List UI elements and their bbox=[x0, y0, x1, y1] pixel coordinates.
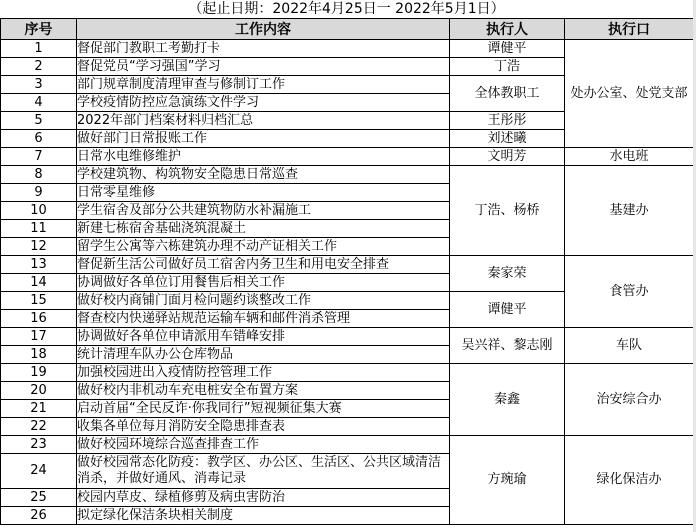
cell-executor[interactable]: 王彤彤 bbox=[450, 112, 565, 130]
cell-dept[interactable]: 车队 bbox=[565, 328, 694, 364]
date-range: （起止日期：2022年4月25日一 2022年5月1日） bbox=[0, 0, 693, 18]
cell-dept[interactable]: 食管办 bbox=[565, 256, 694, 328]
cell-content[interactable]: 做好部门日常报账工作 bbox=[77, 130, 450, 148]
cell-dept[interactable]: 绿化保洁办 bbox=[565, 436, 694, 525]
cell-seq[interactable]: 22 bbox=[1, 418, 77, 436]
cell-seq[interactable]: 5 bbox=[1, 112, 77, 130]
cell-dept[interactable]: 处办公室、处党支部 bbox=[565, 40, 694, 148]
cell-content[interactable]: 协调做好各单位申请派用车错峰安排 bbox=[77, 328, 450, 346]
cell-content[interactable]: 留学生公寓等六栋建筑办理不动产证相关工作 bbox=[77, 238, 450, 256]
cell-content[interactable]: 拟定绿化保洁条块相关制度 bbox=[77, 507, 450, 525]
cell-seq[interactable]: 17 bbox=[1, 328, 77, 346]
cell-seq[interactable]: 21 bbox=[1, 400, 77, 418]
col-header-dept[interactable]: 执行口 bbox=[565, 19, 694, 40]
cell-content[interactable]: 启动首届“全民反诈·你我同行”短视频征集大赛 bbox=[77, 400, 450, 418]
cell-content[interactable]: 收集各单位每月消防安全隐患排查表 bbox=[77, 418, 450, 436]
cell-seq[interactable]: 1 bbox=[1, 40, 77, 58]
table-row bbox=[1, 166, 694, 184]
cell-seq[interactable]: 23 bbox=[1, 436, 77, 454]
cell-seq[interactable]: 11 bbox=[1, 220, 77, 238]
cell-content[interactable]: 督促新生活公司做好员工宿舍内务卫生和用电安全排查 bbox=[77, 256, 450, 274]
table-row bbox=[1, 256, 694, 274]
table-row bbox=[1, 364, 694, 382]
cell-seq[interactable]: 8 bbox=[1, 166, 77, 184]
cell-seq[interactable]: 7 bbox=[1, 148, 77, 166]
cell-content[interactable]: 加强校园进出入疫情防控管理工作 bbox=[77, 364, 450, 382]
cell-content[interactable]: 日常水电维修维护 bbox=[77, 148, 450, 166]
cell-content[interactable]: 校园内草皮、绿植修剪及病虫害防治 bbox=[77, 489, 450, 507]
table-row bbox=[1, 328, 694, 346]
cell-executor[interactable]: 谭健平 bbox=[450, 292, 565, 328]
table-row bbox=[1, 148, 694, 166]
cell-seq[interactable]: 2 bbox=[1, 58, 77, 76]
cell-content[interactable]: 做好校园常态化防疫：教学区、办公区、生活区、公共区域清洁消杀，并做好通风、消毒记录 bbox=[77, 454, 450, 489]
cell-executor[interactable]: 丁浩 bbox=[450, 58, 565, 76]
cell-content[interactable]: 部门规章制度清理审查与修制订工作 bbox=[77, 76, 450, 94]
cell-executor[interactable]: 丁浩、杨桥 bbox=[450, 166, 565, 256]
cell-content[interactable]: 做好校内商铺门面月检问题约谈整改工作 bbox=[77, 292, 450, 310]
cell-content[interactable]: 做好校园环境综合巡查排查工作 bbox=[77, 436, 450, 454]
cell-content[interactable]: 督促部门教职工考勤打卡 bbox=[77, 40, 450, 58]
cell-content[interactable]: 协调做好各单位订用餐售后相关工作 bbox=[77, 274, 450, 292]
cell-content[interactable]: 督促党员“学习强国”学习 bbox=[77, 58, 450, 76]
cell-seq[interactable]: 4 bbox=[1, 94, 77, 112]
cell-dept[interactable]: 基建办 bbox=[565, 166, 694, 256]
cell-seq[interactable]: 15 bbox=[1, 292, 77, 310]
cell-content[interactable]: 督查校内快递驿站规范运输车辆和邮件消杀管理 bbox=[77, 310, 450, 328]
cell-seq[interactable]: 12 bbox=[1, 238, 77, 256]
cell-executor[interactable]: 秦家荣 bbox=[450, 256, 565, 292]
col-header-executor[interactable]: 执行人 bbox=[450, 19, 565, 40]
cell-seq[interactable]: 6 bbox=[1, 130, 77, 148]
cell-seq[interactable]: 25 bbox=[1, 489, 77, 507]
cell-seq[interactable]: 3 bbox=[1, 76, 77, 94]
cell-seq[interactable]: 14 bbox=[1, 274, 77, 292]
cell-seq[interactable]: 19 bbox=[1, 364, 77, 382]
cell-seq[interactable]: 26 bbox=[1, 507, 77, 525]
cell-content[interactable]: 新建七栋宿舍基础浇筑混凝土 bbox=[77, 220, 450, 238]
cell-content[interactable]: 2022年部门档案材料归档汇总 bbox=[77, 112, 450, 130]
cell-seq[interactable]: 13 bbox=[1, 256, 77, 274]
cell-dept[interactable]: 水电班 bbox=[565, 148, 694, 166]
cell-executor[interactable]: 方琬瑜 bbox=[450, 436, 565, 525]
col-header-seq[interactable]: 序号 bbox=[1, 19, 77, 40]
cell-seq[interactable]: 10 bbox=[1, 202, 77, 220]
cell-dept[interactable]: 治安综合办 bbox=[565, 364, 694, 436]
cell-seq[interactable]: 9 bbox=[1, 184, 77, 202]
cell-seq[interactable]: 16 bbox=[1, 310, 77, 328]
work-table bbox=[0, 18, 694, 525]
cell-executor[interactable]: 文明芳 bbox=[450, 148, 565, 166]
cell-seq[interactable]: 24 bbox=[1, 454, 77, 489]
cell-executor[interactable]: 吴兴祥、黎志刚 bbox=[450, 328, 565, 364]
cell-executor[interactable]: 刘述曦 bbox=[450, 130, 565, 148]
cell-seq[interactable]: 18 bbox=[1, 346, 77, 364]
cell-executor[interactable]: 全体教职工 bbox=[450, 76, 565, 112]
cell-seq[interactable]: 20 bbox=[1, 382, 77, 400]
cell-executor[interactable]: 秦鑫 bbox=[450, 364, 565, 436]
col-header-content[interactable]: 工作内容 bbox=[77, 19, 450, 40]
cell-content[interactable]: 日常零星维修 bbox=[77, 184, 450, 202]
cell-content[interactable]: 学校疫情防控应急演练文件学习 bbox=[77, 94, 450, 112]
header-row bbox=[1, 19, 694, 40]
table-row bbox=[1, 40, 694, 58]
cell-content[interactable]: 学生宿舍及部分公共建筑物防水补漏施工 bbox=[77, 202, 450, 220]
table-row bbox=[1, 436, 694, 454]
cell-content[interactable]: 统计清理车队办公仓库物品 bbox=[77, 346, 450, 364]
cell-executor[interactable]: 谭健平 bbox=[450, 40, 565, 58]
cell-content[interactable]: 学校建筑物、构筑物安全隐患日常巡查 bbox=[77, 166, 450, 184]
cell-content[interactable]: 做好校内非机动车充电桩安全布置方案 bbox=[77, 382, 450, 400]
